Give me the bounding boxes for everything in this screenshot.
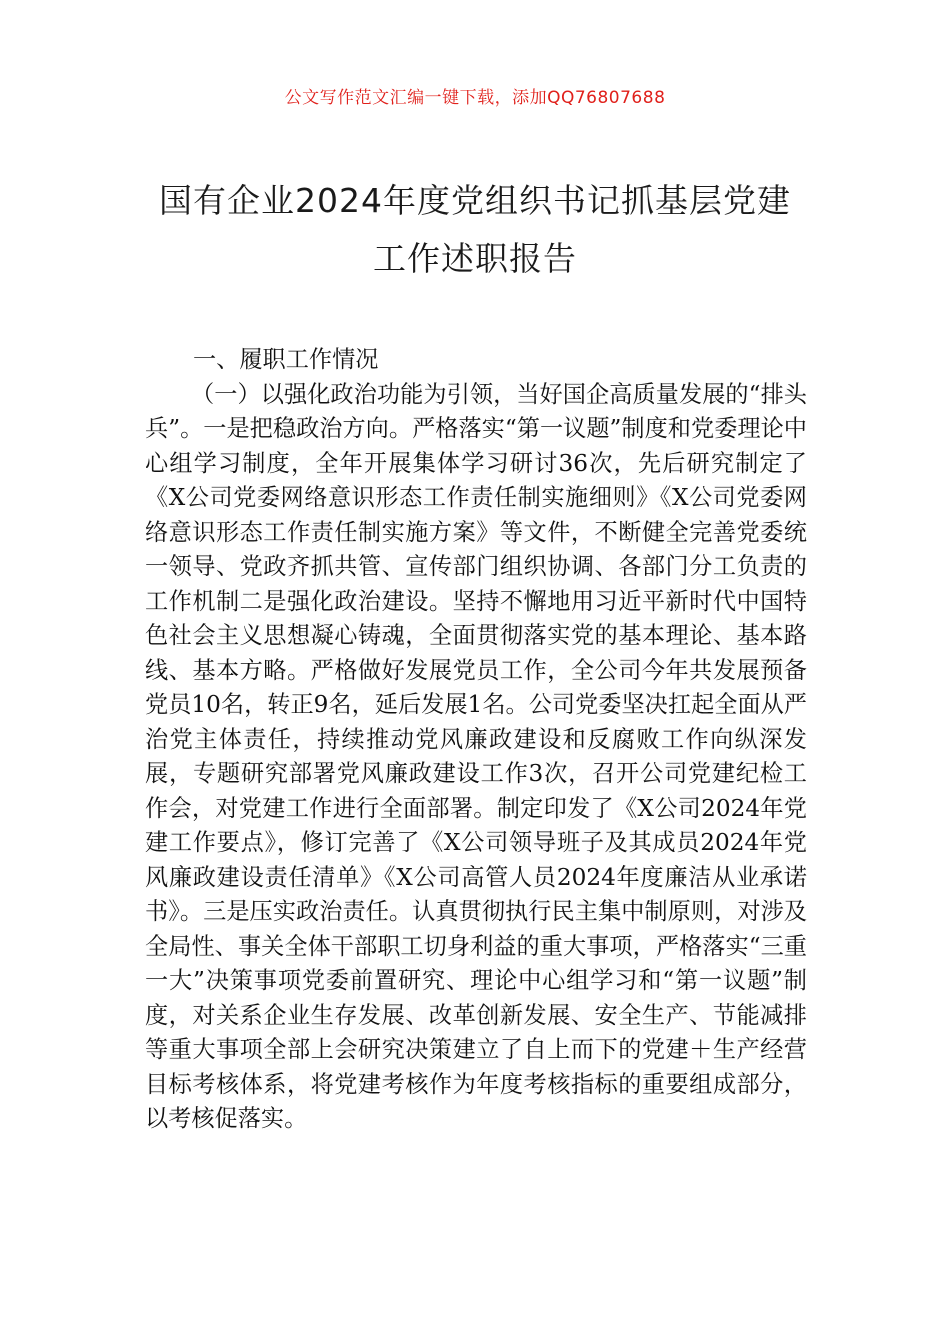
- section-heading: 一、履职工作情况: [193, 346, 379, 373]
- title-line-1: 国有企业2024年度党组织书记抓基层党建: [159, 181, 791, 220]
- download-notice: 公文写作范文汇编一键下载，添加QQ76807688: [284, 88, 666, 108]
- report-body: [145, 343, 807, 1137]
- body-paragraph: （一）以强化政治功能为引领，当好国企高质量发展的“排头兵”。一是把稳政治方向。严格落实“第一议题”制度和党委理论中心组学习制度，全年开展集体学习研讨36次，先后研究制定了《X公司党委网络意识形态工作责任制实施细则》《X公司党委网络意识形态工作责任制实施方案》等文件，不断健全完善党委统一领导、党政齐抓共管、宣传部门组织协调、各部门分工负责的工作机制二是强化政治建设。坚持不懈地用习近平新时代中国特色社会主义思想凝心铸魂，全面贯彻落实党的基本理论、基本路线、基本方略。严格做好发展党员工作，全公司今年共发展预备党员10名，转正9名，延后发展1名。公司党委坚决扛起全面从严治党主体责任，持续推动党风廉政建设和反腐败工作向纵深发展，专题研究部署党风廉政建设工作3次，召开公司党建纪检工作会，对党建工作进行全面部署。制定印发了《X公司2024年党建工作要点》，修订完善了《X公司领导班子及其成员2024年党风廉政建设责任清单》《X公司高管人员2024年度廉洁从业承诺书》。三是压实政治责任。认真贯彻执行民主集中制原则，对涉及全局性、事关全体干部职工切身利益的重大事项，严格落实“三重一大”决策事项党委前置研究、理论中心组学习和“第一议题”制度，对关系企业生存发展、改革创新发展、安全生产、节能减排等重大事项全部上会研究决策建立了自上而下的党建＋生产经营目标考核体系，将党建考核作为年度考核指标的重要组成部分，以考核促落实。: [145, 380, 807, 1132]
- report-title: [120, 172, 830, 288]
- title-line-2: 工作述职报告: [373, 239, 577, 278]
